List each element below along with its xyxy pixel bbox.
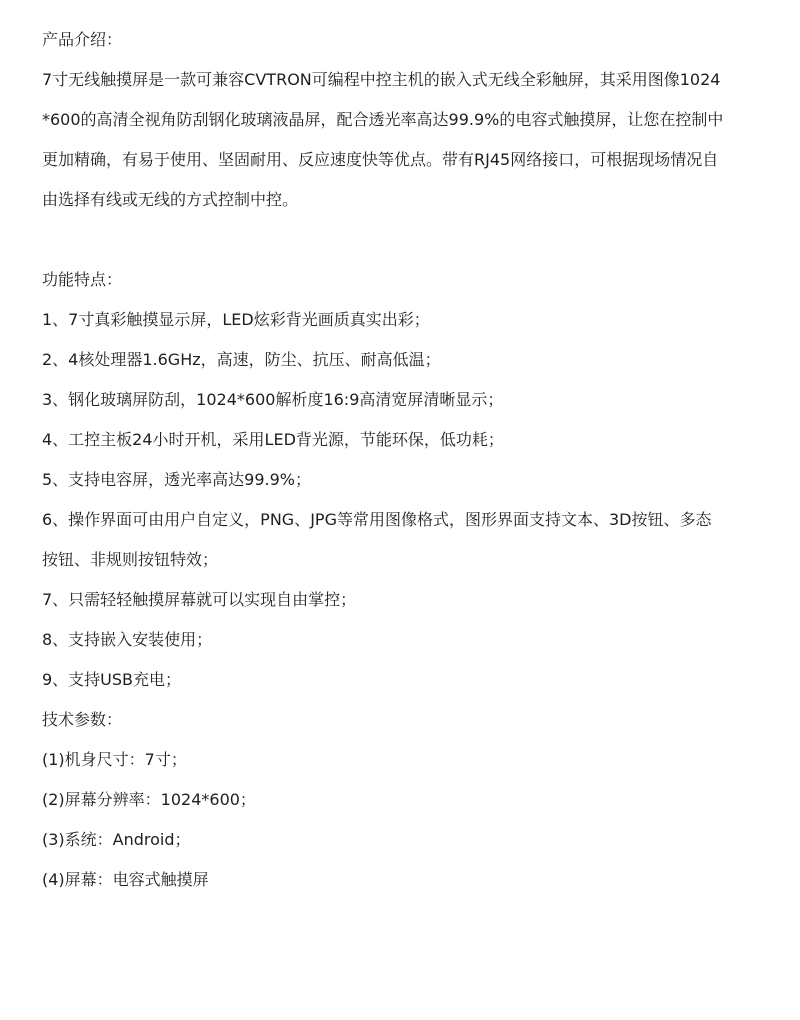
intro-line: 更加精确，有易于使用、坚固耐用、反应速度快等优点。带有RJ45网络接口，可根据现场情况自: [42, 150, 719, 169]
spec-item: (1)机身尺寸：7寸；: [42, 750, 187, 769]
feature-item-continuation: 按钮、非规则按钮特效；: [42, 550, 219, 569]
feature-item: 1、7寸真彩触摸显示屏，LED炫彩背光画质真实出彩；: [42, 310, 430, 329]
feature-item: 5、支持电容屏，透光率高达99.9%；: [42, 470, 312, 489]
intro-line: *600的高清全视角防刮钢化玻璃液晶屏，配合透光率高达99.9%的电容式触摸屏，让您在控制中: [42, 110, 724, 129]
spec-item: (3)系统：Android；: [42, 830, 191, 849]
intro-line: 7寸无线触摸屏是一款可兼容CVTRON可编程中控主机的嵌入式无线全彩触屏，其采用图像1024: [42, 70, 721, 89]
intro-line: 由选择有线或无线的方式控制中控。: [42, 190, 299, 209]
feature-item: 6、操作界面可由用户自定义，PNG、JPG等常用图像格式，图形界面支持文本、3D按钮、多态: [42, 510, 712, 529]
features-heading: 功能特点：: [42, 270, 123, 289]
feature-item: 7、只需轻轻触摸屏幕就可以实现自由掌控；: [42, 590, 357, 609]
feature-item: 8、支持嵌入安装使用；: [42, 630, 213, 649]
section-spacer: [42, 220, 777, 260]
spec-item: (2)屏幕分辨率：1024*600；: [42, 790, 256, 809]
product-document: [42, 20, 777, 900]
feature-item: 4、工控主板24小时开机，采用LED背光源，节能环保，低功耗；: [42, 430, 504, 449]
spec-item: (4)屏幕：电容式触摸屏: [42, 870, 209, 889]
feature-item: 2、4核处理器1.6GHz，高速，防尘、抗压、耐高低温；: [42, 350, 441, 369]
feature-item: 3、钢化玻璃屏防刮，1024*600解析度16:9高清宽屏清晰显示；: [42, 390, 504, 409]
feature-item: 9、支持USB充电；: [42, 670, 182, 689]
specs-heading: 技术参数：: [42, 710, 123, 729]
intro-heading: 产品介绍：: [42, 30, 123, 49]
